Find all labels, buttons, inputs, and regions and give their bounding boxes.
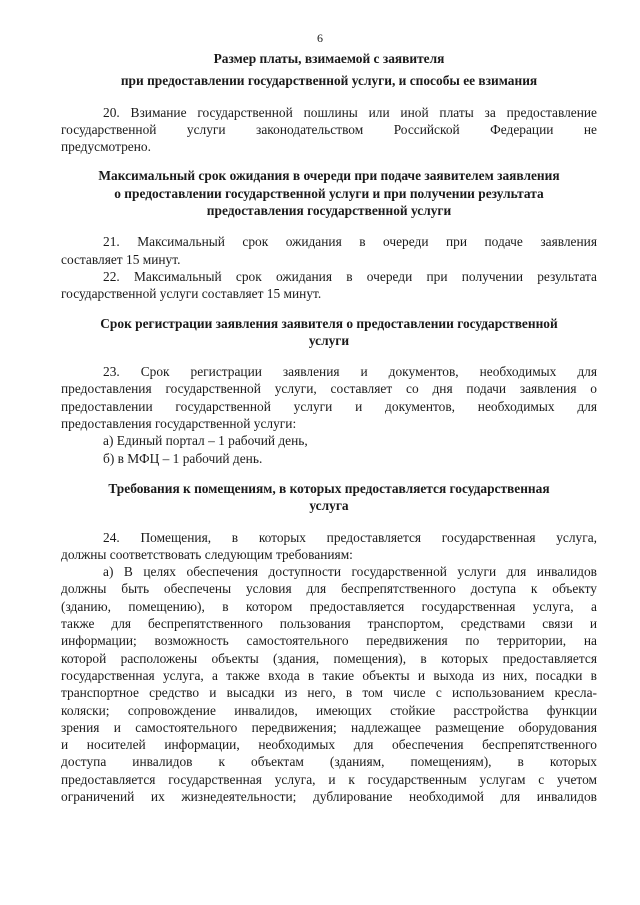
paragraph-line: должны соответствовать следующим требованиям: <box>61 546 353 562</box>
paragraph-line: а) В целях обеспечения доступности государственной услуги для инвалидов <box>103 564 597 580</box>
section-heading: Срок регистрации заявления заявителя о предоставлении государственной <box>100 315 558 331</box>
section-heading: при предоставлении государственной услуги, и способы ее взимания <box>120 73 538 89</box>
paragraph-line: доступа инвалидов к объектам (зданиям, помещениям), в которых <box>61 754 597 770</box>
paragraph-line: предоставления государственной услуги, составляет со дня подачи заявления о <box>61 381 597 397</box>
paragraph-line: 22. Максимальный срок ожидания в очереди при получении результата <box>103 268 597 284</box>
paragraph-line: предоставления государственной услуги: <box>61 416 297 432</box>
section-heading: услуги <box>308 332 350 348</box>
section-premises <box>61 480 597 805</box>
page-number: 6 <box>317 31 323 45</box>
list-item: а) Единый портал – 1 рабочий день, <box>103 433 308 449</box>
paragraph-line: должны быть обеспечены условия для беспрепятственного доступа к объекту <box>61 581 597 597</box>
paragraph-line: 23. Срок регистрации заявления и документов, необходимых для <box>103 364 597 380</box>
paragraph-line: транспортное средство и высадки из него, в том числе с использованием кресла- <box>61 685 597 701</box>
page-content <box>61 50 597 805</box>
paragraph-line: государственной услуги законодательством Российской Федерации не <box>61 121 597 137</box>
section-heading: Максимальный срок ожидания в очереди при подаче заявителем заявления <box>98 168 560 184</box>
section-queue <box>61 167 597 302</box>
section-heading: Размер платы, взимаемой с заявителя <box>213 51 445 66</box>
paragraph-line: информации; возможность самостоятельного передвижения по территории, на <box>61 633 597 649</box>
paragraph-line: коляски; сопровождение инвалидов, имеющих стойкие расстройства функции <box>61 702 597 718</box>
section-heading: о предоставлении государственной услуги и при получении результата <box>114 185 544 201</box>
paragraph-line: и носителей информации, необходимых для обеспечения беспрепятственного <box>61 737 597 753</box>
paragraph-line: которой расположены объекты (здания, помещения), в которых предоставляется <box>61 650 597 666</box>
paragraph-line: предусмотрено. <box>61 139 151 155</box>
paragraph-line: государственной услуги составляет 15 минут. <box>61 286 322 302</box>
paragraph-line: предоставлении государственной услуги и документов, необходимых для <box>61 398 597 414</box>
section-heading: услуга <box>309 498 349 514</box>
list-item: б) в МФЦ – 1 рабочий день. <box>103 450 263 466</box>
paragraph-line: зрения и самостоятельного передвижения; надлежащее размещение оборудования <box>61 719 597 735</box>
paragraph-line: 21. Максимальный срок ожидания в очереди при подаче заявления <box>103 234 597 250</box>
paragraph-line: 24. Помещения, в которых предоставляется государственная услуга, <box>103 529 597 545</box>
paragraph-line: предоставляется государственная услуга, и к государственным услугам с учетом <box>61 771 597 787</box>
paragraph-line: составляет 15 минут. <box>61 251 181 267</box>
section-heading: предоставления государственной услуги <box>206 203 452 219</box>
section-registration <box>61 315 597 467</box>
paragraph-line: также для беспрепятственного пользования транспортом, средствами связи и <box>61 616 597 632</box>
paragraph-line: ограничений их жизнедеятельности; дублирование необходимой для инвалидов <box>61 788 597 804</box>
section-fee <box>61 50 597 155</box>
paragraph-24a <box>61 563 597 805</box>
paragraph-line: (зданию, помещению), в котором предоставляется государственная услуга, а <box>61 598 597 614</box>
paragraph-line: государственная услуга, а также входа в такие объекты и выхода из них, посадки в <box>61 667 597 683</box>
paragraph-line: 20. Взимание государственной пошлины или иной платы за предоставление <box>103 104 597 120</box>
section-heading: Требования к помещениям, в которых предоставляется государственная <box>108 480 550 496</box>
